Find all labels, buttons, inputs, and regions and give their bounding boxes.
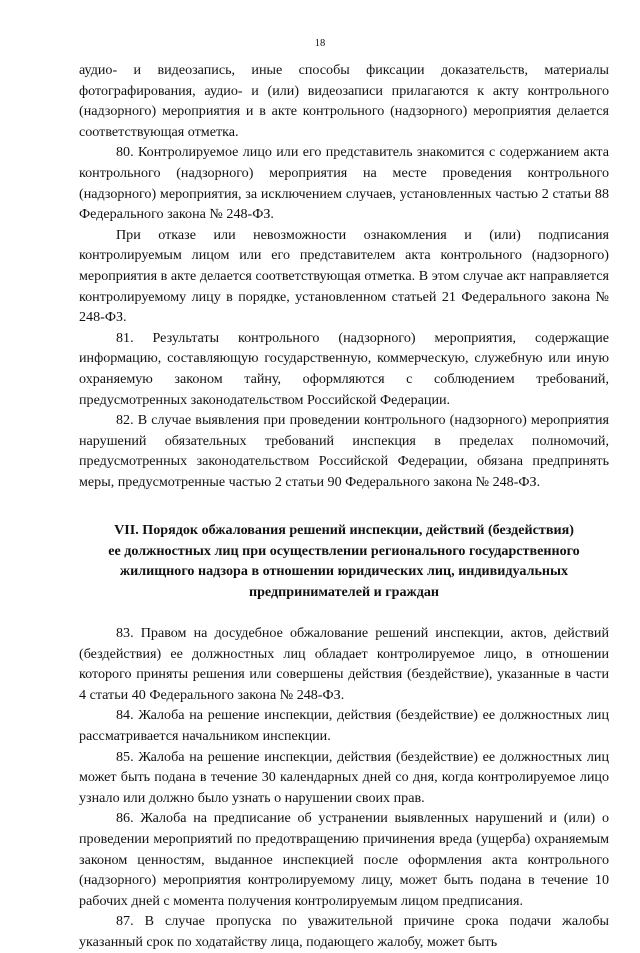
paragraph: аудио- и видеозапись, иные способы фиксации доказательств, материалы фотографирования, аудио- и (или) видеозаписи прилагаются к акту контрольного (надзорного) мероприятия и в акте контрольного (надзорного) мероприятия делается соответствующая отметка. — [79, 62, 609, 140]
section-heading-line: предпринимателей и граждан — [248, 583, 440, 600]
paragraph: 83. Правом на досудебное обжалование решений инспекции, актов, действий (бездействия) ее должностных лиц обладает контролируемое лицо, в отношении которого приняты решения или совершены действия (бездействие), указанные в части 4 статьи 40 Федерального закона № 248-ФЗ. — [79, 625, 609, 703]
section-heading — [79, 520, 609, 602]
paragraph: 81. Результаты контрольного (надзорного) мероприятия, содержащие информацию, составляющую государственную, коммерческую, служебную или иную охраняемую законом тайну, оформляются с соблюдением требований, предусмотренных законодательством Российской Федерации. — [79, 329, 609, 408]
section-heading-line: ее должностных лиц при осуществлении регионального государственного — [108, 542, 580, 559]
paragraph: 84. Жалоба на решение инспекции, действия (бездействие) ее должностных лиц рассматривается начальником инспекции. — [79, 707, 609, 745]
document-body — [79, 60, 609, 953]
paragraph: 87. В случае пропуска по уважительной причине срока подачи жалобы указанный срок по ходатайству лица, подающего жалобу, может быть — [79, 913, 609, 950]
paragraph: 86. Жалоба на предписание об устранении выявленных нарушений и (или) о проведении мероприятий по предотвращению причинения вреда (ущерба) охраняемым законом ценностям, выданное инспекцией после оформления акта контрольного (надзорного) мероприятия контролируемому лицу, может быть подана в течение 10 рабочих дней с момента получения контролируемым лицом предписания. — [79, 810, 609, 909]
section-heading-line: VII. Порядок обжалования решений инспекции, действий (бездействия) — [114, 522, 574, 539]
paragraph: 80. Контролируемое лицо или его представитель знакомится с содержанием акта контрольного (надзорного) мероприятия на месте проведения контрольного (надзорного) мероприятия, за исключением случаев, установленных частью 2 статьи 88 Федерального закона № 248-ФЗ. — [79, 144, 609, 223]
page-number: 18 — [314, 38, 326, 49]
paragraph: 85. Жалоба на решение инспекции, действия (бездействие) ее должностных лиц может быть подана в течение 30 календарных дней со дня, когда контролируемое лицо узнало или должно было узнать о нарушении своих прав. — [79, 748, 609, 806]
section-heading-line: жилищного надзора в отношении юридических лиц, индивидуальных — [119, 563, 569, 580]
paragraph: При отказе или невозможности ознакомления и (или) подписания контролируемым лицом или его представителем акта контрольного (надзорного) мероприятия в акте делается соответствующая отметка. В этом случае акт направляется контролируемому лицу в порядке, установленном статьей 21 Федерального закона № 248-ФЗ. — [79, 226, 609, 326]
paragraph: 82. В случае выявления при проведении контрольного (надзорного) мероприятия нарушений обязательных требований инспекция в пределах полномочий, предусмотренных законодательством Российской Федерации, обязана предпринять меры, предусмотренные частью 2 статьи 90 Федерального закона № 248-ФЗ. — [79, 412, 609, 490]
